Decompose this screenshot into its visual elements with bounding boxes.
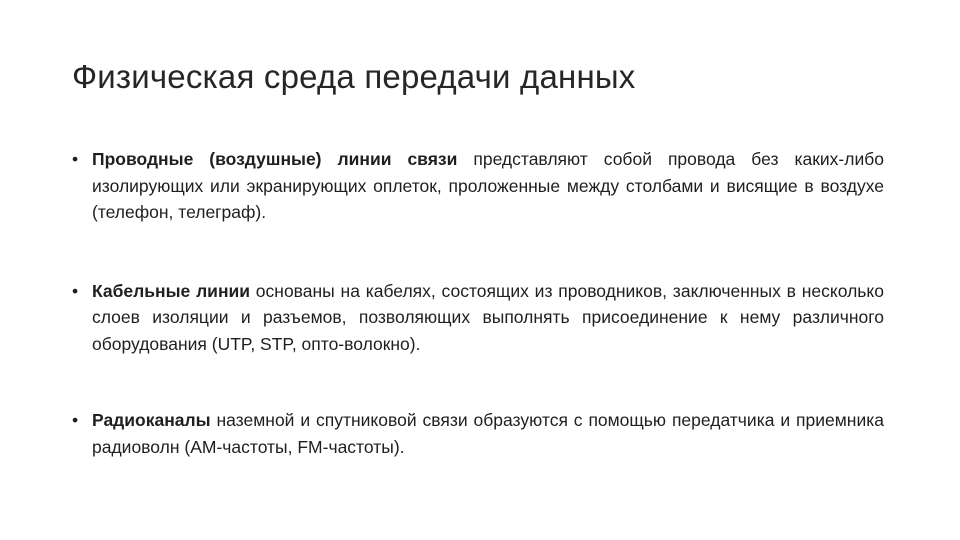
bullet-term: Радиоканалы xyxy=(92,410,211,430)
bullet-item-radio-channels xyxy=(72,407,884,460)
bullet-term: Кабельные линии xyxy=(92,280,251,301)
bullet-icon: • xyxy=(72,149,79,169)
bullet-icon: • xyxy=(72,280,79,301)
bullet-text: представляют собой провода без каких-либо изолирующих или экранирующих оплеток, проложенные между столбами и висящие в воздухе (телефон, телеграф). xyxy=(92,149,884,222)
bullet-list xyxy=(72,146,884,460)
bullet-icon: • xyxy=(72,410,79,430)
bullet-text: наземной и спутниковой связи образуются с помощью передатчика и приемника радиоволн (АМ-частоты, FM-частоты). xyxy=(92,410,884,457)
bullet-text: основаны на кабелях, состоящих из проводников, заключенных в несколько слоев изоляции и разъемов, позволяющих выполнять присоединение к нему различного оборудования (UTP, STP, опто-волокно). xyxy=(92,280,884,354)
bullet-item-wired-lines xyxy=(72,146,884,226)
bullet-item-cable-lines xyxy=(72,278,884,358)
bullet-term: Проводные (воздушные) линии связи xyxy=(92,149,458,169)
slide-title: Физическая среда передачи данных xyxy=(72,58,636,95)
